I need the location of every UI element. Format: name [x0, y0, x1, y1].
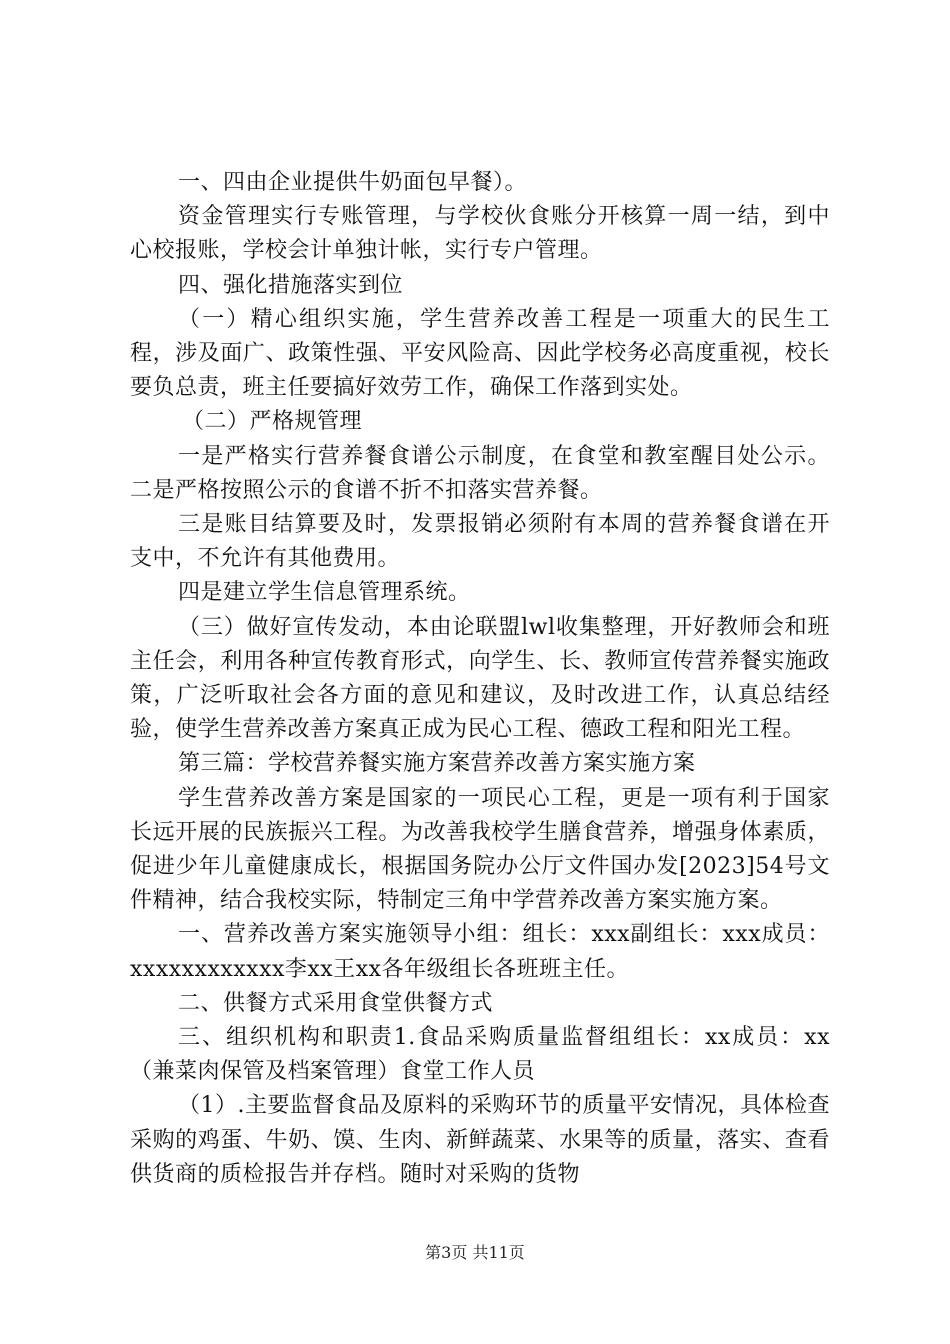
paragraph: 二、供餐方式采用食堂供餐方式: [178, 990, 494, 1016]
paragraph: （1）.主要监督食品及原料的采购环节的质量平安情况，具体检查采购的鸡蛋、牛奶、馍、生肉、新鲜蔬菜、水果等的质量，落实、查看供货商的质检报告并存档。随时对采购的货物: [130, 1093, 830, 1187]
paragraph: 一是严格实行营养餐食谱公示制度，在食堂和教室醒目处公示。二是严格按照公示的食谱不折不扣落实营养餐。: [130, 443, 830, 503]
paragraph: 一、营养改善方案实施领导小组：组长：xxx副组长：xxx成员：xxxxxxxxxxxx李xx王xx各年级组长各班班主任。: [130, 922, 830, 982]
paragraph: 三、组织机构和职责1.食品采购质量监督组组长：xx成员：xx（兼菜肉保管及档案管理）食堂工作人员: [130, 1025, 830, 1085]
paragraph: 四是建立学生信息管理系统。: [178, 580, 471, 606]
page-number-footer: 第3页 共11页: [425, 1243, 525, 1262]
paragraph: 学生营养改善方案是国家的一项民心工程，更是一项有利于国家长远开展的民族振兴工程。为改善我校学生膳食营养，增强身体素质，促进少年儿童健康成长，根据国务院办公厅文件国办发[2023]54号文件精神，结合我校实际，特制定三角中学营养改善方案实施方案。: [130, 785, 830, 914]
paragraph: （三）做好宣传发动，本由论联盟lwl收集整理，开好教师会和班主任会，利用各种宣传教育形式，向学生、长、教师宣传营养餐实施政策，广泛听取社会各方面的意见和建议，及时改进工作，认真总结经验，使学生营养改善方案真正成为民心工程、德政工程和阳光工程。: [130, 614, 830, 743]
paragraph: （一）精心组织实施，学生营养改善工程是一项重大的民生工程，涉及面广、政策性强、平安风险高、因此学校务必高度重视，校长要负总责，班主任要搞好效劳工作，确保工作落到实处。: [130, 306, 830, 401]
paragraph: 资金管理实行专账管理，与学校伙食账分开核算一周一结，到中心校报账，学校会计单独计帐，实行专户管理。: [130, 204, 830, 264]
paragraph: 一、四由企业提供牛奶面包早餐）。: [178, 170, 528, 195]
chapter-heading: 第三篇：学校营养餐实施方案营养改善方案实施方案: [178, 751, 696, 777]
subsection-heading: （二）严格规管理: [182, 409, 363, 435]
document-body: [130, 166, 830, 1192]
section-heading: 四、强化措施落实到位: [178, 272, 404, 298]
paragraph: 三是账目结算要及时，发票报销必须附有本周的营养餐食谱在开支中，不允许有其他费用。: [130, 512, 830, 572]
